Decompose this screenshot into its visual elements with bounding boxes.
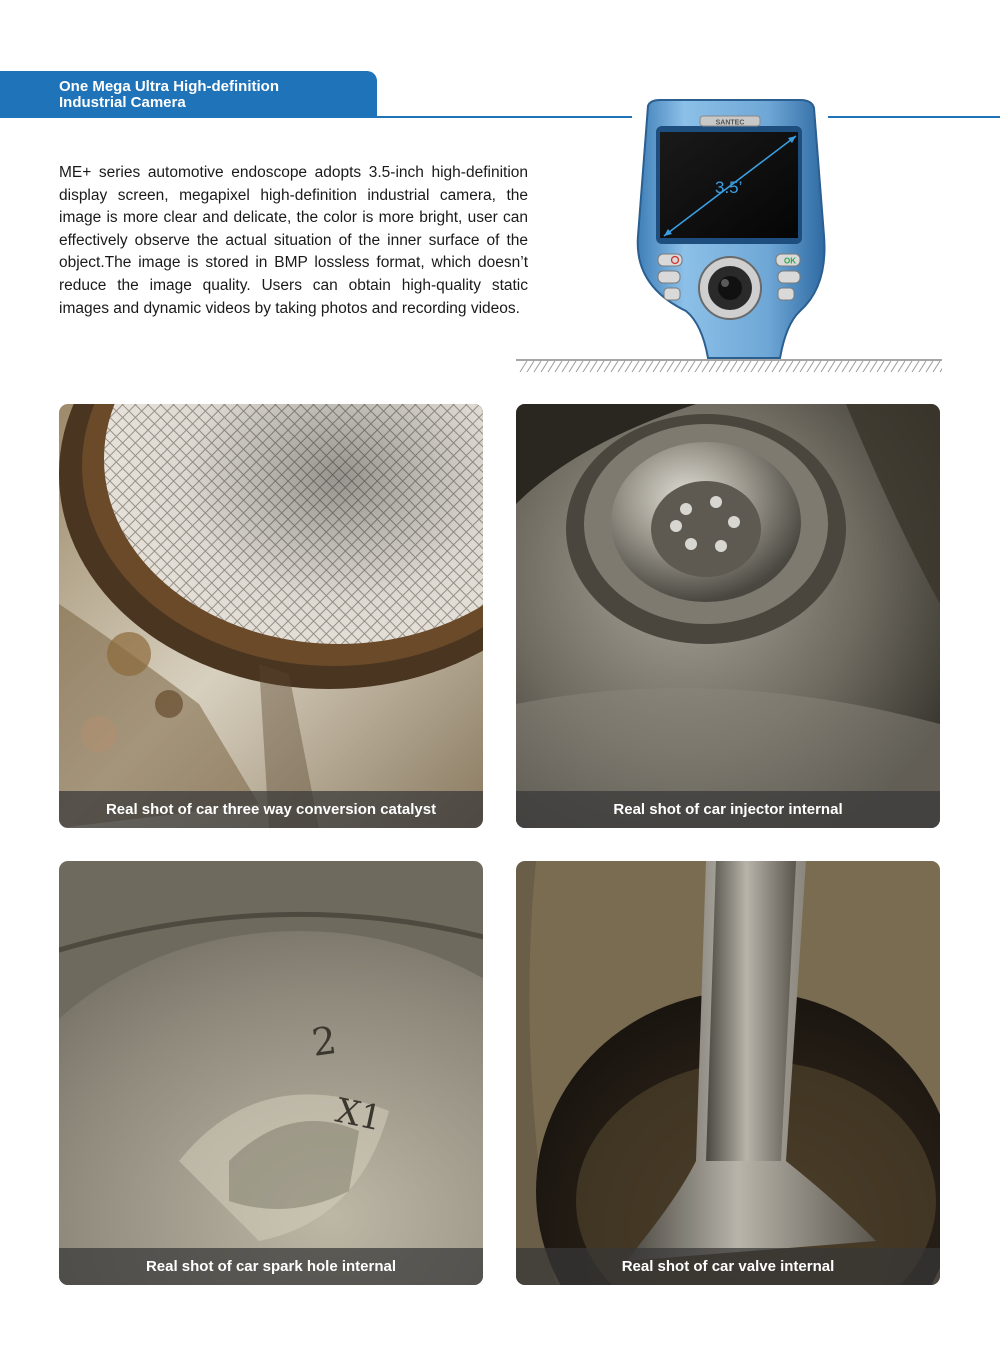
- header-rule-left: [377, 116, 632, 118]
- injector-image: [516, 404, 940, 828]
- photo-caption: Real shot of car injector internal: [516, 791, 940, 828]
- svg-text:X1: X1: [332, 1090, 386, 1140]
- screen-size-label: 3.5’: [715, 178, 743, 197]
- device-brand-label: SANTEC: [715, 119, 745, 127]
- valve-image: [516, 861, 940, 1285]
- photo-spark-hole: [59, 861, 483, 1285]
- photo-caption: Real shot of car spark hole internal: [59, 1248, 483, 1285]
- section-header: [0, 71, 377, 118]
- photo-catalyst: [59, 404, 483, 828]
- ground-hatch: [516, 358, 942, 374]
- section-title-line2: Industrial Camera: [59, 94, 186, 111]
- catalyst-image: [59, 404, 483, 828]
- endoscope-device-illustration: [600, 96, 860, 366]
- intro-paragraph: ME+ series automotive endoscope adopts 3.5-inch high-definition display screen, megapixel high-definition industrial camera, the image is more clear and delicate, the color is more bright, user can effectively observe the actual situation of the inner surface of the object.The image is stored in BMP lossless format, which doesn’t reduce the image quality. Users can obtain high-quality static images and dynamic videos by taking photos and recording videos.: [59, 164, 528, 317]
- photo-caption: Real shot of car three way conversion catalyst: [59, 791, 483, 828]
- ok-label: OK: [784, 256, 796, 266]
- photo-valve: [516, 861, 940, 1285]
- photo-injector: [516, 404, 940, 828]
- section-title-line1: One Mega Ultra High-definition: [59, 78, 279, 95]
- spark-hole-image: [59, 861, 483, 1285]
- svg-text:2: 2: [309, 1017, 340, 1065]
- photo-caption: Real shot of car valve internal: [516, 1248, 940, 1285]
